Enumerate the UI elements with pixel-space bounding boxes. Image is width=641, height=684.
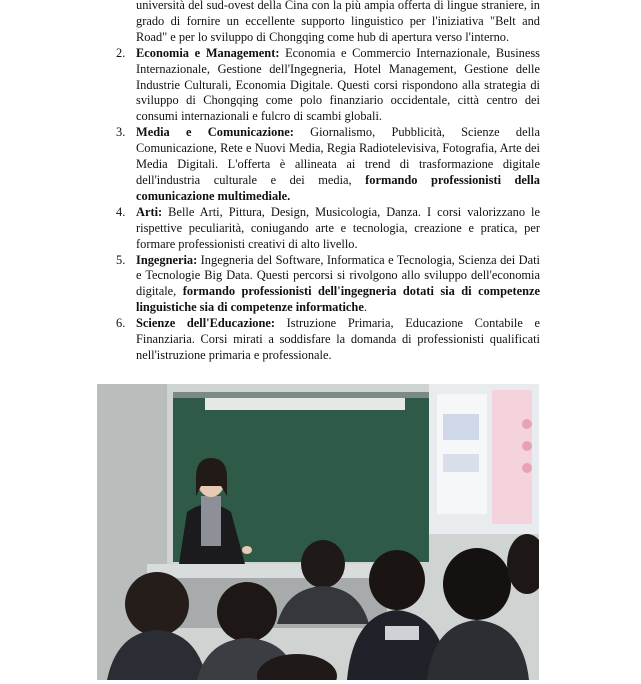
- program-list: [106, 46, 540, 364]
- item-emphasis: formando professionisti della comunicazione multimediale.: [136, 172, 541, 203]
- item-title: Economia e Management:: [136, 45, 280, 60]
- item-tail: .: [363, 300, 367, 315]
- item-text: Ingegneria del Software, Informatica e Tecnologia, Scienza dei Dati e Tecnologie Big Data. Questi percorsi si rivolgono allo sviluppo dell'economia digitale,: [136, 252, 540, 299]
- classroom-photo-illustration: [97, 384, 539, 680]
- item-text: Giornalismo, Pubblicità, Scienze della Comunicazione, Rete e Nuovi Media, Regia Radiotelevisiva, Fotografia, Arte dei Media Digitali. L'offerta è allineata ai trend di trasformazione digitale dell'industria culturale e dei media,: [136, 125, 540, 187]
- intro-paragraph: università del sud-ovest della Cina con la più ampia offerta di lingue straniere, in grado di fornire un eccellente supporto linguistico per l'iniziativa "Belt and Road" e per lo sviluppo di Chongqing come hub di apertura verso l'interno.: [136, 0, 540, 44]
- item-text: Economia e Commercio Internazionale, Business Internazionale, Gestione dell'Ingegneria, Hotel Management, Gestione delle Industrie Culturali, Economia Digitale. Questi corsi rispondono alla strategia di sviluppo di Chongqing come polo finanziario occidentale, città centro dei consumi internazionali e fulcro di scambi globali.: [136, 45, 540, 124]
- chalkboard-paper-strip: [205, 398, 405, 410]
- jacket-logo: [385, 626, 419, 640]
- item-title: Scienze dell'Educazione:: [136, 316, 275, 331]
- item-text: Istruzione Primaria, Educazione Contabile e Finanziaria. Corsi mirati a soddisfare la domanda di professionisti qualificati nell'istruzione primaria e professionale.: [136, 316, 540, 362]
- item-emphasis: formando professionisti dell'ingegneria dotati sia di competenze linguistiche sia di competenze informatiche: [136, 284, 541, 315]
- program-list-section: [106, 0, 540, 364]
- screen-slide-chart: [443, 414, 479, 440]
- list-number: 4.: [116, 204, 126, 219]
- list-number: 6.: [116, 316, 126, 331]
- list-item: [106, 316, 540, 364]
- screen-slide-panel: [492, 390, 532, 524]
- list-item: [106, 125, 540, 205]
- item-text: Belle Arti, Pittura, Design, Musicologia, Danza. I corsi valorizzano le rispettive peculiarità, coniugando arte e tecnologia, creazione e pratica, per formare professionisti creativi di alto livello.: [136, 204, 540, 251]
- item-title: Arti:: [136, 204, 163, 219]
- item-title: Media e Comunicazione:: [136, 125, 294, 140]
- chalkboard-frame: [173, 392, 429, 398]
- classroom-photo: [97, 384, 539, 680]
- list-number: 5.: [116, 252, 126, 267]
- screen-slide-dot: [522, 441, 532, 451]
- screen-slide-chart: [443, 454, 479, 472]
- list-item: [106, 46, 540, 126]
- list-item: [106, 205, 540, 253]
- screen-slide-dot: [522, 419, 532, 429]
- item-title: Ingegneria:: [136, 252, 198, 267]
- screen-slide-dot: [522, 463, 532, 473]
- list-item: [106, 253, 540, 317]
- list-number: 3.: [116, 125, 126, 140]
- podium-top: [147, 564, 397, 578]
- list-number: 2.: [116, 45, 126, 60]
